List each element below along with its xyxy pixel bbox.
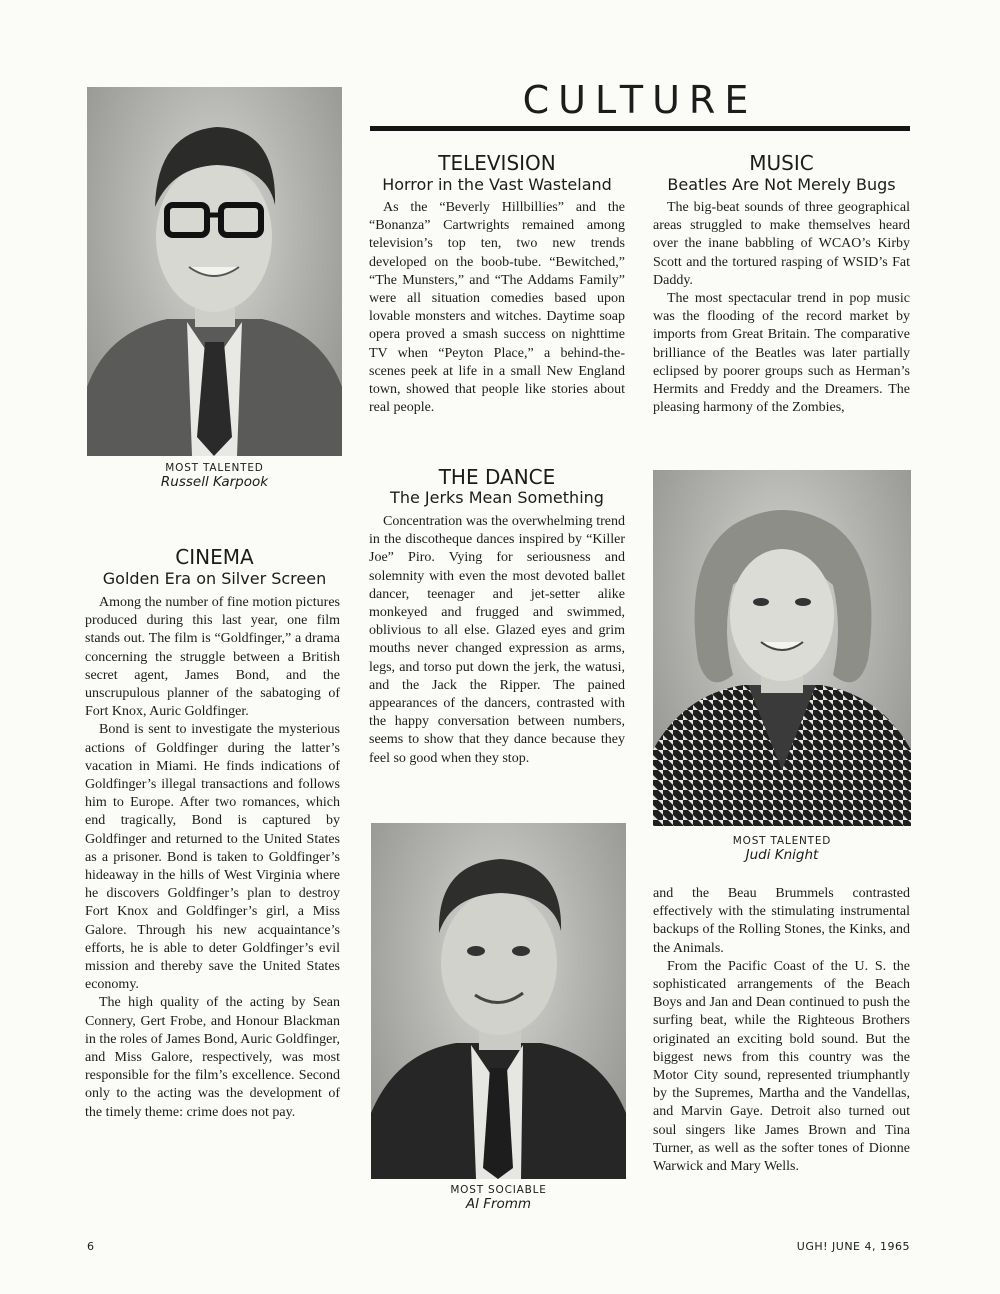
page-title: CULTURE	[522, 78, 758, 122]
title-rule	[370, 126, 910, 131]
cinema-heading: CINEMA	[175, 545, 254, 569]
issue-line: UGH! JUNE 4, 1965	[796, 1240, 910, 1253]
music-article-bottom	[653, 885, 910, 1176]
music-article-top	[653, 199, 910, 417]
dance-heading: THE DANCE	[438, 465, 556, 489]
dance-paragraph: Concentration was the overwhelming trend in the discotheque dances inspired by “Killer Joe” Piro. Vying for seriousness and solemnity with even the most devoted ballet dancer, teenager and jet-setter alike monkeyed and frugged and swimmed, oblivious to all else. Glazed eyes and grim mouths never changed expression as arms, legs, and torso put down the jerk, the watusi, and the Jack the Ripper. The pained appearances of the dancers, contrasted with the happy conversation between numbers, seems to show that they dance because they feel so good when they stop.	[369, 514, 625, 766]
television-heading: TELEVISION	[438, 151, 556, 175]
portrait-russell-karpook	[87, 87, 342, 456]
television-subheading: Horror in the Vast Wasteland	[382, 175, 612, 194]
cinema-paragraph: Among the number of fine motion pictures produced during this last year, one film stands out. The film is “Goldfinger,” a drama concerning the struggle between a British secret agent, James Bond, and the unscrupulous planner of the sabatoging of Fort Knox, Auric Goldfinger.	[85, 595, 340, 720]
caption-label: MOST SOCIABLE	[450, 1184, 547, 1196]
cinema-subheading: Golden Era on Silver Screen	[102, 569, 327, 588]
portrait-knight-drawing	[653, 470, 911, 826]
caption-knight	[653, 835, 911, 863]
cinema-article	[85, 594, 340, 1122]
caption-name: Al Fromm	[465, 1196, 532, 1212]
television-paragraph: As the “Beverly Hillbillies” and the “Bonanza” Cartwrights remained among television’s top ten, two new trends developed on the boob-tube. “Bewitched,” “The Munsters,” and “The Addams Family” were all situation comedies based upon lovable monsters and witches. Daytime soap opera proved a smash success on nighttime TV when “Peyton Place,” a behind-the-scenes peek at life in a small New England town, showed that people like stories about real people.	[369, 200, 625, 416]
cinema-paragraph: The high quality of the acting by Sean Connery, Gert Frobe, and Honour Blackman in the roles of James Bond, Auric Goldfinger, and Miss Galore, respectively, was most responsible for the film’s excellence. Second only to the acting was the development of the timely theme: crime does not pay.	[85, 995, 340, 1120]
caption-karpook	[87, 462, 342, 490]
portrait-fromm-drawing	[371, 823, 626, 1179]
portrait-judi-knight	[653, 470, 911, 826]
portrait-al-fromm	[371, 823, 626, 1179]
caption-name: Judi Knight	[745, 847, 819, 863]
music-subheading: Beatles Are Not Merely Bugs	[667, 175, 896, 194]
dance-article	[369, 513, 625, 768]
dance-subheading: The Jerks Mean Something	[390, 488, 604, 507]
portrait-karpook-drawing	[87, 87, 342, 456]
music-paragraph: The big-beat sounds of three geographical areas struggled to make themselves heard over the inane babbling of WCAO’s Kirby Scott and the tortured rasping of WSID’s Fat Daddy.	[653, 200, 910, 288]
music-paragraph: and the Beau Brummels contrasted effectively with the stimulating instrumental backups of the Rolling Stones, the Kinks, and the Animals.	[653, 886, 910, 956]
music-heading: MUSIC	[749, 151, 814, 175]
caption-label: MOST TALENTED	[732, 835, 832, 847]
music-paragraph: From the Pacific Coast of the U. S. the sophisticated arrangements of the Beach Boys and Jan and Dean continued to push the surfing beat, while the Righteous Brothers originated an exciting bold sound. But the biggest news from this country was the Motor City sound, represented triumphantly by the Supremes, Martha and the Vandellas, and Marvin Gaye. Detroit also turned out soul singers like James Brown and Tina Turner, as well as the softer tones of Dionne Warwick and Mary Wells.	[653, 958, 910, 1175]
television-article	[369, 199, 625, 417]
caption-name: Russell Karpook	[160, 474, 269, 490]
page-number: 6	[87, 1240, 95, 1253]
caption-fromm	[371, 1184, 626, 1212]
music-paragraph: The most spectacular trend in pop music was the flooding of the record market by imports from Great Britain. The comparative brilliance of the Beatles was later partially eclipsed by poorer groups such as Herman’s Hermits and Freddy and the Dreamers. The pleasing harmony of the Zombies,	[653, 291, 910, 416]
caption-label: MOST TALENTED	[165, 462, 264, 474]
cinema-paragraph: Bond is sent to investigate the mysterious actions of Goldfinger during the latter’s vacation in Miami. He finds indications of Goldfinger’s illegal transactions and follows him to Europe. After two romances, which end tragically, Bond is captured by Goldfinger and returned to the United States as a prisoner. Bond is taken to Goldfinger’s hideaway in the hills of West Virginia where he discovers Goldfinger’s plan to destroy Fort Knox and Goldfinger’s girl, a Miss Galore. Through his new acquaintance’s efforts, he is able to deter Goldfinger’s evil mission and thereby save the United States economy.	[85, 722, 340, 993]
